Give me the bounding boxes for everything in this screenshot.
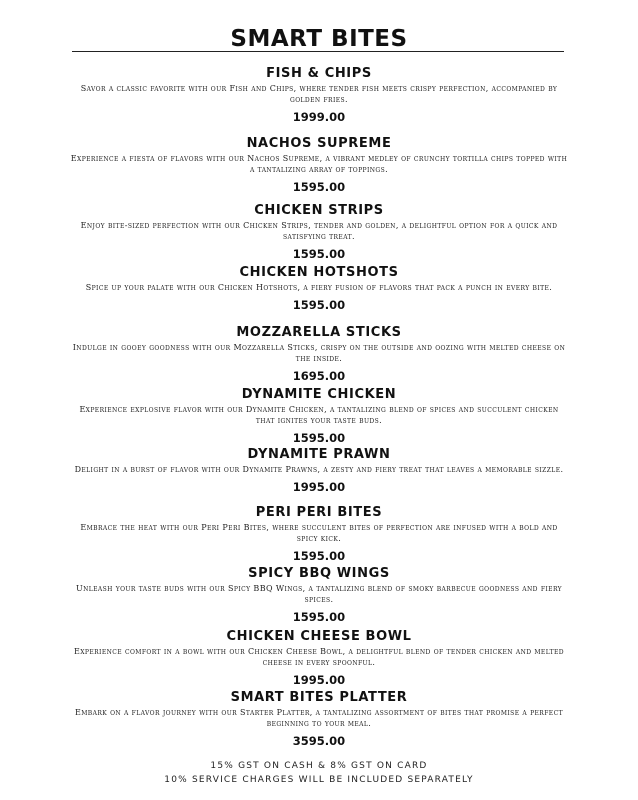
- item-price: 1999.00: [292, 110, 346, 124]
- item-name: FISH & CHIPS: [266, 66, 372, 81]
- menu-title: SMART BITES: [230, 26, 408, 52]
- item-price: 1595.00: [292, 549, 346, 563]
- item-name: SMART BITES PLATTER: [230, 690, 408, 705]
- menu-item: [70, 325, 568, 383]
- item-price: 1695.00: [292, 369, 346, 383]
- item-price: 1995.00: [292, 673, 346, 687]
- service-charge-note: 10% SERVICE CHARGES WILL BE INCLUDED SEPARATELY: [164, 775, 474, 785]
- item-name: DYNAMITE CHICKEN: [241, 387, 397, 402]
- item-name: MOZZARELLA STICKS: [236, 325, 402, 340]
- item-name: CHICKEN STRIPS: [254, 203, 384, 218]
- item-description: Enjoy bite-sized perfection with our Chicken Strips, tender and golden, a delightful option for a quick and satisfying treat.: [80, 221, 558, 241]
- item-price: 1595.00: [292, 180, 346, 194]
- menu-item: [70, 203, 568, 261]
- menu-item: [70, 566, 568, 624]
- title-divider: [72, 51, 564, 52]
- item-price: 1595.00: [292, 431, 346, 445]
- item-price: 1995.00: [292, 480, 346, 494]
- menu-item: [70, 629, 568, 687]
- item-description: Spice up your palate with our Chicken Hotshots, a fiery fusion of flavors that pack a punch in every bite.: [85, 283, 553, 292]
- item-name: CHICKEN CHEESE BOWL: [226, 629, 412, 644]
- item-price: 1595.00: [292, 298, 346, 312]
- item-name: NACHOS SUPREME: [246, 136, 392, 151]
- item-name: PERI PERI BITES: [255, 505, 383, 520]
- menu-item: [70, 505, 568, 563]
- item-price: 1595.00: [292, 247, 346, 261]
- item-description: Embark on a flavor journey with our Starter Platter, a tantalizing assortment of bites that promise a perfect beginning to your meal.: [75, 708, 563, 728]
- item-description: Unleash your taste buds with our Spicy BBQ Wings, a tantalizing blend of smoky barbecue goodness and fiery spices.: [75, 584, 563, 604]
- menu-item: [70, 690, 568, 748]
- item-name: CHICKEN HOTSHOTS: [239, 265, 399, 280]
- item-description: Experience comfort in a bowl with our Chicken Cheese Bowl, a delightful blend of tender chicken and melted cheese in every spoonful.: [74, 647, 564, 667]
- item-description: Experience explosive flavor with our Dynamite Chicken, a tantalizing blend of spices and succulent chicken that ignites your taste buds.: [79, 405, 559, 425]
- menu-item: [70, 265, 568, 312]
- item-name: SPICY BBQ WINGS: [248, 566, 390, 581]
- menu-item: [70, 136, 568, 194]
- item-description: Savor a classic favorite with our Fish and Chips, where tender fish meets crispy perfection, accompanied by golden fries.: [80, 84, 558, 104]
- menu-item: [70, 66, 568, 124]
- menu-item: [70, 387, 568, 445]
- menu-item: [70, 447, 568, 494]
- tax-note: 15% GST ON CASH & 8% GST ON CARD: [210, 761, 428, 771]
- item-price: 1595.00: [292, 610, 346, 624]
- item-name: DYNAMITE PRAWN: [247, 447, 391, 462]
- item-description: Experience a fiesta of flavors with our Nachos Supreme, a vibrant medley of crunchy tortilla chips topped with a tantalizing array of toppings.: [70, 154, 568, 174]
- item-description: Embrace the heat with our Peri Peri Bites, where succulent bites of perfection are infused with a bold and spicy kick.: [80, 523, 558, 543]
- item-price: 3595.00: [292, 734, 346, 748]
- item-description: Indulge in gooey goodness with our Mozzarella Sticks, crispy on the outside and oozing with melted cheese on the inside.: [72, 343, 566, 363]
- item-description: Delight in a burst of flavor with our Dynamite Prawns, a zesty and fiery treat that leaves a memorable sizzle.: [74, 465, 564, 474]
